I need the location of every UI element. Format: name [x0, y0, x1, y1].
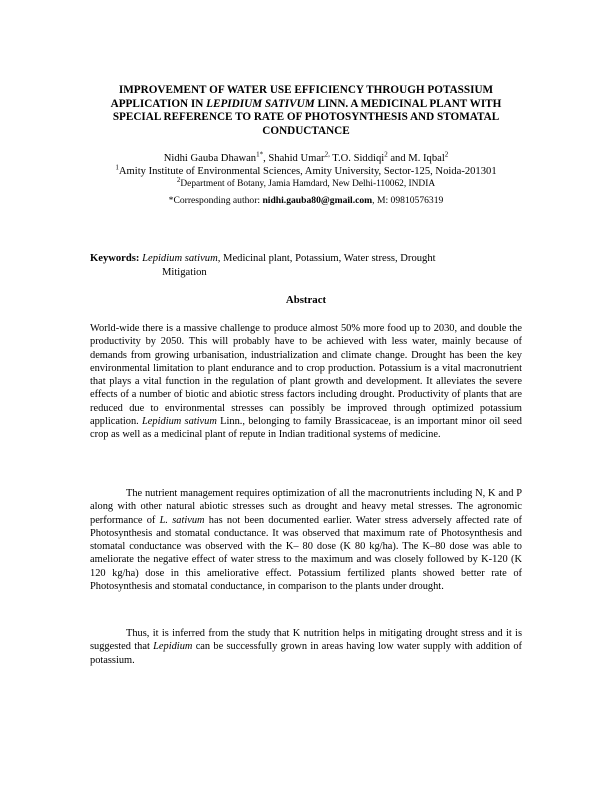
author-4-sup: 2: [444, 150, 449, 159]
title-line-2b: LINN. A MEDICINAL PLANT WITH: [314, 97, 502, 110]
paragraph-2-species: L. sativum: [159, 514, 205, 526]
author-block: [96, 152, 516, 207]
affiliation-2-sup: 2: [176, 175, 181, 184]
paper-title: [90, 84, 522, 138]
abstract-heading: Abstract: [285, 294, 327, 306]
paragraph-1-text-b: Linn., belonging to family Brassicaceae, is an important minor oil seed crop as well as a medicinal plant of repute in Indian traditional systems of medicine.: [90, 416, 522, 441]
paragraph-3-species: Lepidium: [153, 641, 193, 653]
title-line-1: IMPROVEMENT OF WATER USE EFFICIENCY THROUGH POTASSIUM: [118, 84, 494, 96]
paragraph-2-text-a: The nutrient management requires optimization of all the macronutrients including N, K and P along with other natural abiotic stresses such as drought and heavy metal stresses. The agronomic performance of: [90, 488, 522, 526]
author-3: T.O. Siddiqi: [329, 153, 385, 164]
corresponding-email[interactable]: nidhi.gauba80@gmail.com: [262, 195, 373, 206]
paragraph-2-text-b: has not been documented earlier. Water stress adversely affected rate of Photosynthesis and stomatal conductance. It was observed that maximum rate of Photosynthesis and stomatal conductance was observed with the K– 80 dose (K 80 kg/ha). The K–80 dose was able to ameliorate the negative effect of water stress to the maximum and was closely followed by K-120 (K 120 kg/ha) dose in this ameliorative effect. Potassium fertilized plants showed better rate of Photosynthesis and stomatal conductance, in comparison to the plants under drought.: [90, 514, 522, 593]
paragraph-3-text-a: Thus, it is inferred from the study that K nutrition helps in mitigating drought stress and it is suggested that: [90, 628, 522, 653]
author-2-sup: 2,: [324, 150, 330, 159]
title-line-4: CONDUCTANCE: [262, 124, 350, 137]
author-list: [96, 152, 516, 165]
keywords-label: Keywords:: [90, 253, 140, 264]
corresponding-author: [96, 194, 516, 207]
keywords-list: Medicinal plant, Potassium, Water stress, Drought: [220, 253, 436, 264]
affiliation-2-text: Department of Botany, Jamia Hamdard, New Delhi-110062, INDIA: [180, 179, 436, 189]
author-4: and M. Iqbal: [387, 153, 445, 164]
author-3-sup: 2: [384, 150, 388, 159]
paragraph-1-species: Lepidium sativum: [142, 416, 217, 428]
keywords-species: Lepidium sativum,: [142, 253, 221, 264]
title-species: LEPIDIUM SATIVUM: [206, 97, 315, 110]
paragraph-1-text-a: World-wide there is a massive challenge to produce almost 50% more food up to 2030, and double the productivity by 2050. This will probably have to be achieved with less water, mainly because of demands from growing urbanisation, industrialization and climate change. Drought has been the key environmental limitation to plant endurance and to crop production. Potassium is a vital macronutrient that plays a vital function in the regulation of plant growth and development. It alleviates the severe effects of a number of biotic and abiotic stress factors including drought. Productivity of plants that are reduced due to environmental stresses can possibly be improved through optimized potassium application.: [90, 323, 522, 428]
corresponding-phone: , M: 09810576319: [372, 195, 444, 206]
author-1-sup: 1*: [256, 150, 264, 159]
author-1: Nidhi Gauba Dhawan: [163, 153, 257, 164]
abstract-paragraph-3: [90, 627, 522, 667]
affiliation-1-sup: 1: [115, 163, 119, 172]
title-line-2a: APPLICATION IN: [110, 97, 207, 110]
affiliation-2: [96, 175, 516, 191]
abstract-paragraph-1: [90, 322, 522, 442]
affiliation-1: [96, 165, 516, 178]
abstract-paragraph-2: [90, 487, 522, 593]
keywords: [90, 252, 520, 279]
keywords-list-continued: Mitigation: [162, 266, 207, 278]
corresponding-label: *Corresponding author:: [168, 195, 263, 206]
paragraph-3-text-b: can be successfully grown in areas having low water supply with addition of potassium.: [90, 641, 522, 666]
title-line-3: SPECIAL REFERENCE TO RATE OF PHOTOSYNTHESIS AND STOMATAL: [112, 111, 500, 124]
author-2: , Shahid Umar: [263, 153, 325, 164]
affiliation-1-text: Amity Institute of Environmental Sciences, Amity University, Sector-125, Noida-201301: [118, 166, 497, 177]
